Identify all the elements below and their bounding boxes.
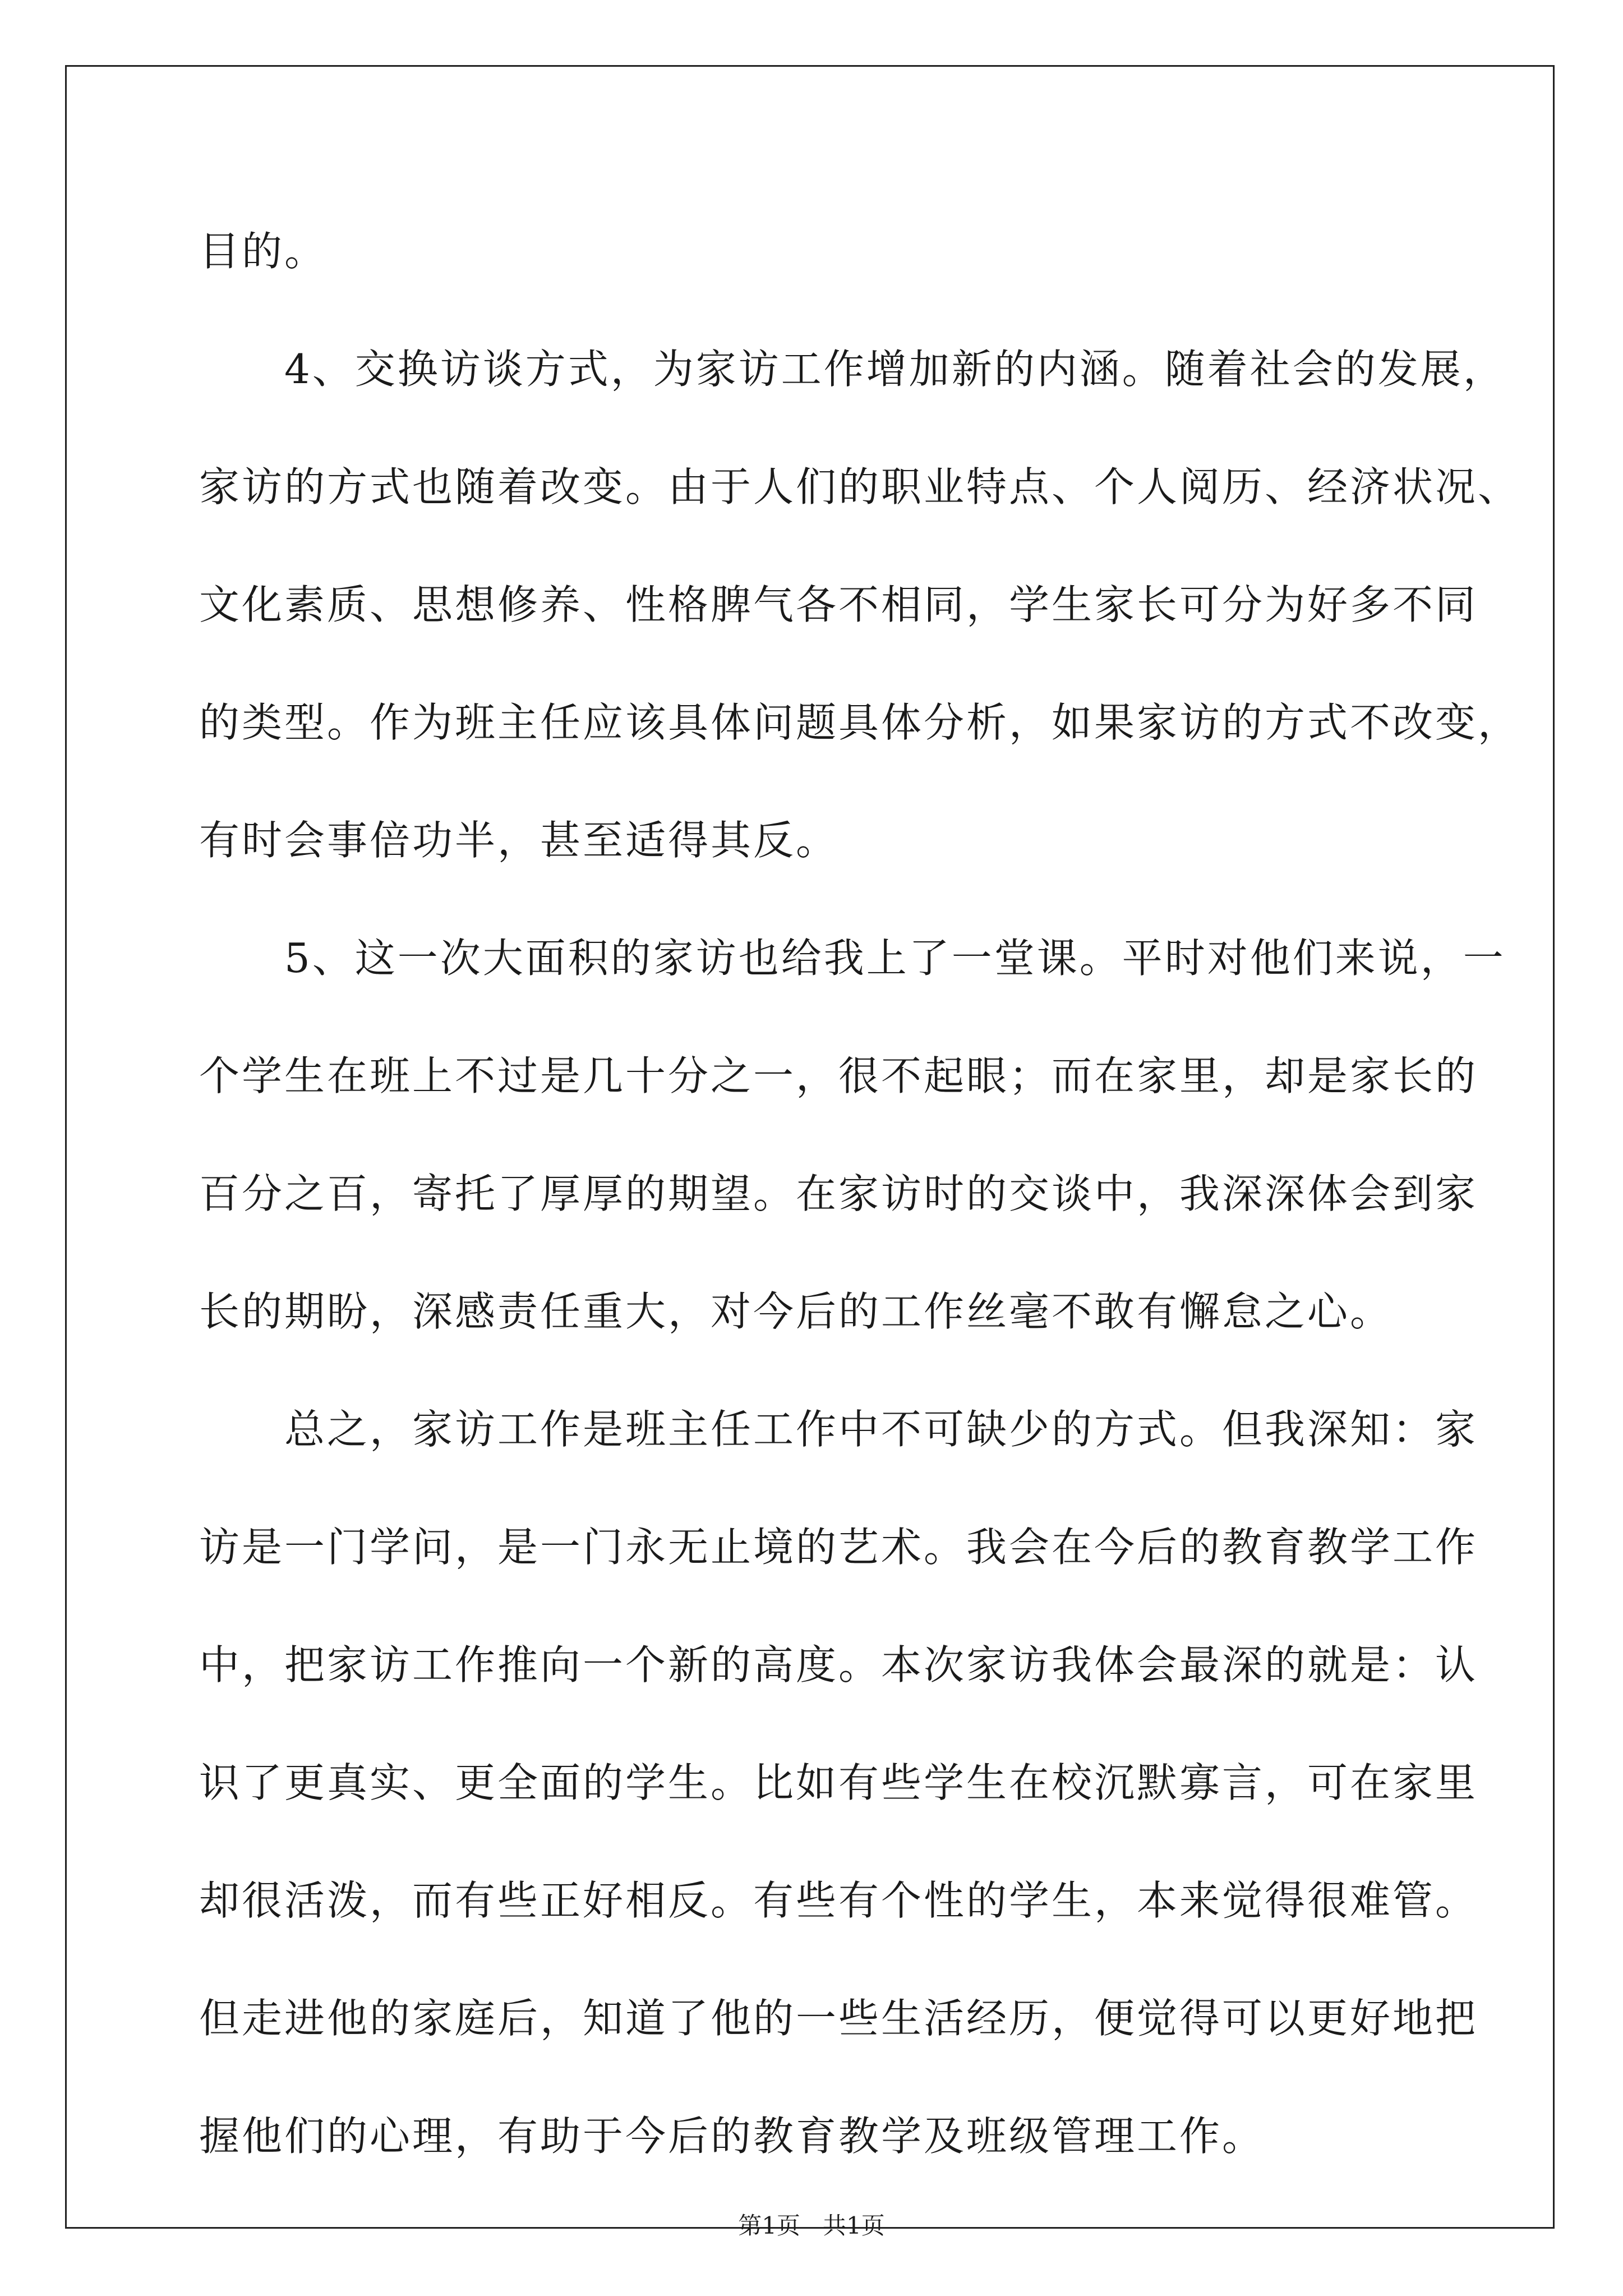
text-line: 家访的方式也随着改变。由于人们的职业特点、个人阅历、经济状况、 <box>199 463 1521 510</box>
text-line: 百分之百，寄托了厚厚的期望。在家访时的交谈中，我深深体会到家 <box>199 1170 1478 1217</box>
page-total: 共1页 <box>823 2212 885 2239</box>
text-line: 访是一门学问，是一门永无止境的艺术。我会在今后的教育教学工作 <box>199 1524 1478 1571</box>
text-line: 握他们的心理，有助于今后的教育教学及班级管理工作。 <box>199 2113 1265 2160</box>
text-line: 总之，家访工作是班主任工作中不可缺少的方式。但我深知：家 <box>199 1406 1478 1453</box>
text-line: 长的期盼，深感责任重大，对今后的工作丝毫不敢有懈怠之心。 <box>199 1288 1393 1335</box>
text-line: 识了更真实、更全面的学生。比如有些学生在校沉默寡言，可在家里 <box>199 1759 1478 1806</box>
text-line: 的类型。作为班主任应该具体问题具体分析，如果家访的方式不改变， <box>199 699 1521 746</box>
text-line: 但走进他的家庭后，知道了他的一些生活经历，便觉得可以更好地把 <box>199 1995 1478 2042</box>
page-footer <box>0 2209 1623 2243</box>
text-line: 文化素质、思想修养、性格脾气各不相同，学生家长可分为好多不同 <box>199 581 1478 628</box>
page-number: 第1页 <box>738 2212 800 2239</box>
text-line: 目的。 <box>199 228 328 275</box>
text-line: 个学生在班上不过是几十分之一，很不起眼；而在家里，却是家长的 <box>199 1052 1478 1099</box>
text-line: 4、交换访谈方式，为家访工作增加新的内涵。随着社会的发展， <box>199 346 1506 393</box>
text-line: 有时会事倍功半，甚至适得其反。 <box>199 817 839 864</box>
text-line: 5、这一次大面积的家访也给我上了一堂课。平时对他们来说，一 <box>199 935 1506 982</box>
text-line: 却很活泼，而有些正好相反。有些有个性的学生，本来觉得很难管。 <box>199 1877 1478 1924</box>
text-line: 中，把家访工作推向一个新的高度。本次家访我体会最深的就是：认 <box>199 1641 1478 1688</box>
